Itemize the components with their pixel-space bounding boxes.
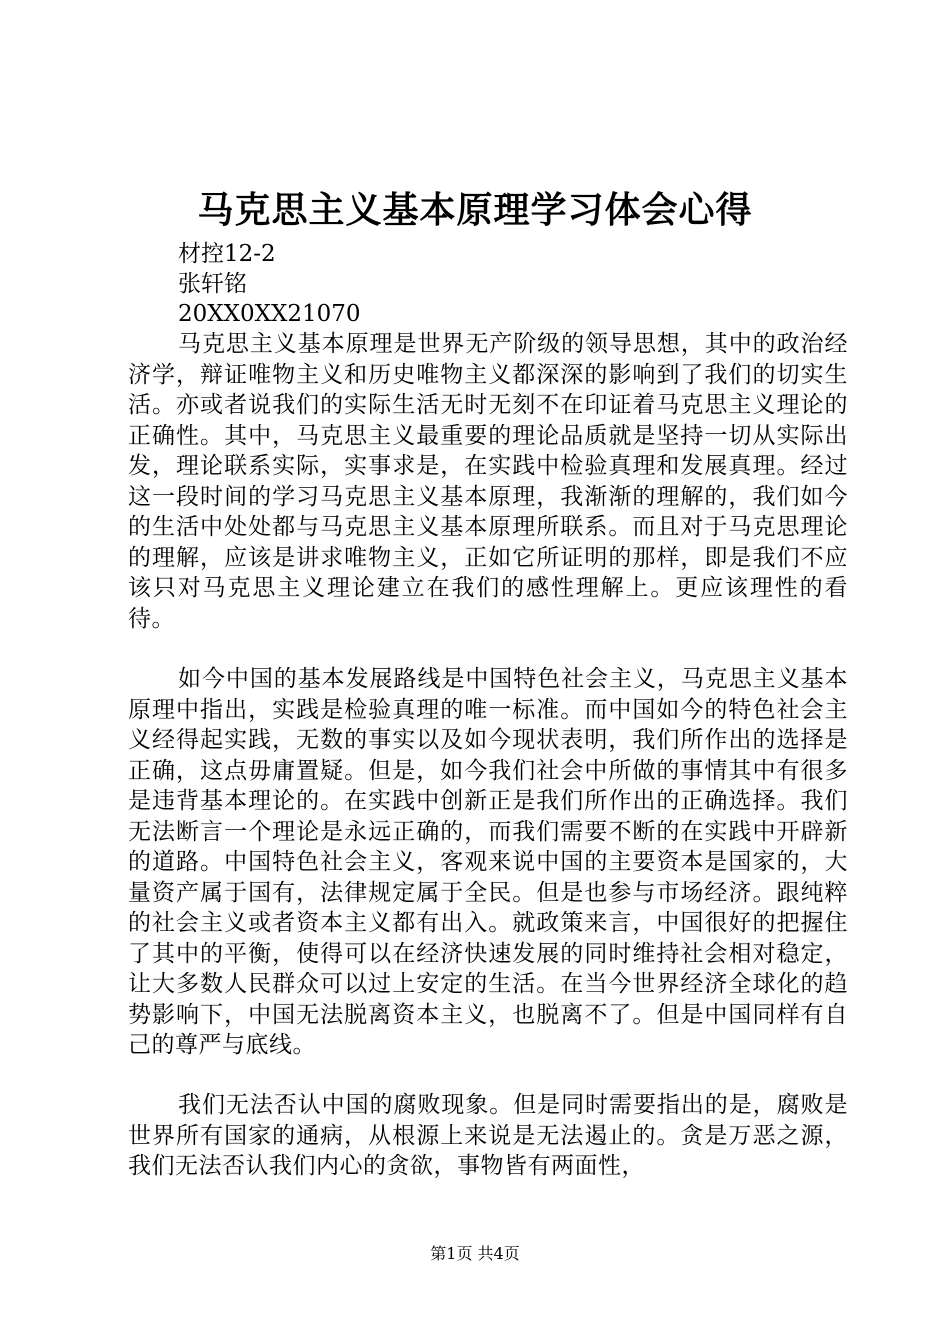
class-name: 材控12-2	[178, 241, 276, 267]
body-paragraph-1: 马克思主义基本原理是世界无产阶级的领导思想，其中的政治经济学，辩证唯物主义和历史唯物主义都深深的影响到了我们的切实生活。亦或者说我们的实际生活无时无刻不在印证着马克思主义理论的正确性。其中，马克思主义最重要的理论品质就是坚持一切从实际出发，理论联系实际，实事求是，在实践中检验真理和发展真理。经过这一段时间的学习马克思主义基本原理，我渐渐的理解的，我们如今的生活中处处都与马克思主义基本原理所联系。而且对于马克思理论的理解，应该是讲求唯物主义，正如它所证明的那样，即是我们不应该只对马克思主义理论建立在我们的感性理解上。更应该理性的看待。	[128, 331, 848, 632]
body-paragraph-2: 如今中国的基本发展路线是中国特色社会主义，马克思主义基本原理中指出，实践是检验真理的唯一标准。而中国如今的特色社会主义经得起实践，无数的事实以及如今现状表明，我们所作出的选择是正确，这点毋庸置疑。但是，如今我们社会中所做的事情其中有很多是违背基本理论的。在实践中创新正是我们所作出的正确选择。我们无法断言一个理论是永远正确的，而我们需要不断的在实践中开辟新的道路。中国特色社会主义，客观来说中国的主要资本是国家的，大量资产属于国有，法律规定属于全民。但是也参与市场经济。跟纯粹的社会主义或者资本主义都有出入。就政策来言，中国很好的把握住了其中的平衡，使得可以在经济快速发展的同时维持社会相对稳定，让大多数人民群众可以过上安定的生活。在当今世界经济全球化的趋势影响下，中国无法脱离资本主义，也脱离不了。但是中国同样有自己的尊严与底线。	[128, 666, 848, 1058]
author-name: 张轩铭	[178, 271, 247, 297]
student-id: 20XX0XX21070	[178, 301, 361, 327]
document-title: 马克思主义基本原理学习体会心得	[197, 189, 753, 231]
body-paragraph-3: 我们无法否认中国的腐败现象。但是同时需要指出的是，腐败是世界所有国家的通病，从根源上来说是无法遏止的。贪是万恶之源，我们无法否认我们内心的贪欲，事物皆有两面性，	[128, 1092, 848, 1179]
page-footer: 第1页 共4页	[430, 1244, 520, 1263]
